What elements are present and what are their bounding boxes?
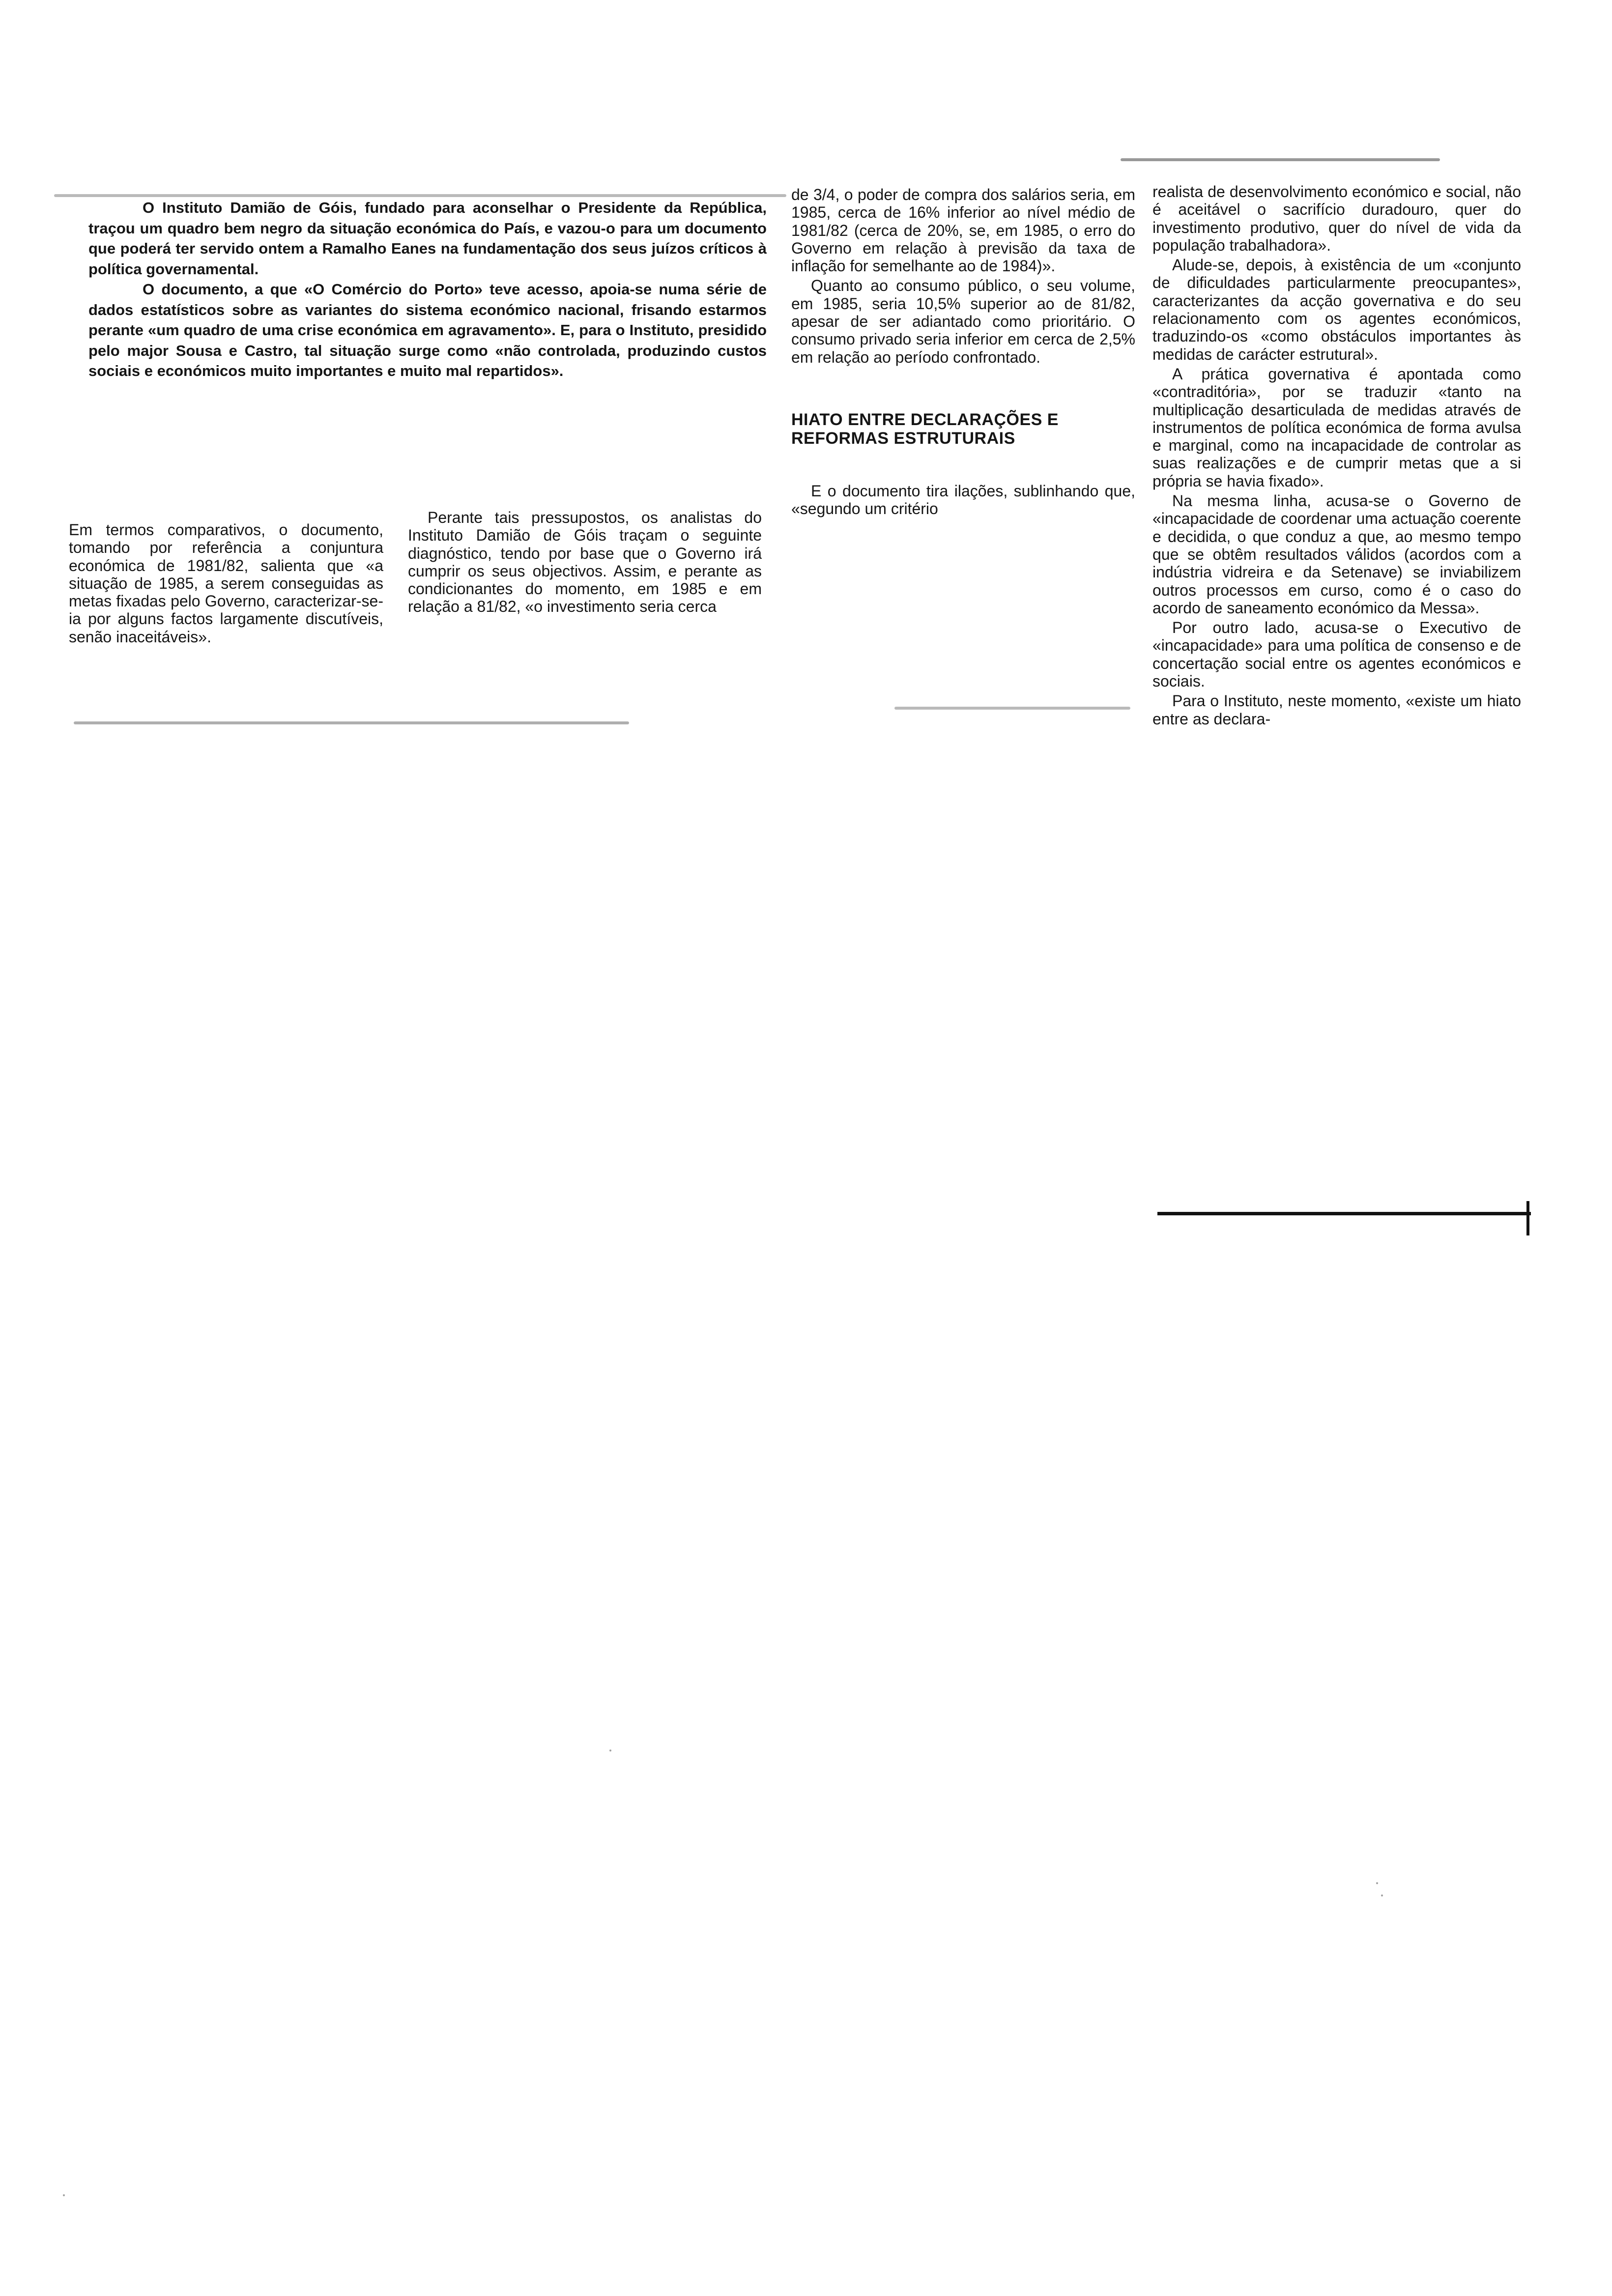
article-column-4 <box>1152 183 1521 728</box>
scan-edge-bottom-mid <box>894 707 1130 710</box>
article-column-2 <box>408 509 762 616</box>
column-4-paragraph-6: Para o Instituto, neste momento, «existe um hiato entre as declara- <box>1152 692 1521 728</box>
scan-speck <box>1376 1882 1378 1884</box>
column-3-paragraph-1: de 3/4, o poder de compra dos salários seria, em 1985, cerca de 16% inferior ao nível médio de 1981/82 (cerca de 20%, se, em 1985, o erro do Governo em relação à previsão da taxa de inflação for semelhante ao de 1984)». <box>791 186 1135 275</box>
bottom-rule <box>1157 1212 1531 1215</box>
scan-speck <box>63 2194 65 2196</box>
scan-speck <box>1381 1894 1383 1896</box>
column-1-paragraph-1: Em termos comparativos, o documento, tomando por referência a conjuntura económica de 1981/82, salienta que «a situação de 1985, a serem conseguidas as metas fixadas pelo Governo, caracterizar-se-ia por alguns factos largamente discutíveis, senão inaceitáveis». <box>69 521 383 646</box>
bottom-rule-tick <box>1526 1201 1529 1235</box>
scan-speck <box>609 1750 611 1751</box>
column-3-paragraph-3: E o documento tira ilações, sublinhando que, «segundo um critério <box>791 482 1135 518</box>
column-3-paragraph-2: Quanto ao consumo público, o seu volume, em 1985, seria 10,5% superior ao de 81/82, apesar de ser adiantado como prioritário. O consumo privado seria inferior em cerca de 2,5% em relação ao período confrontado. <box>791 277 1135 366</box>
article-column-3 <box>791 186 1135 518</box>
column-4-paragraph-3: A prática governativa é apontada como «contraditória», por se traduzir «tanto na multiplicação desarticulada de medidas através de instrumentos de política económica de forma avulsa e marginal, como na incapacidade de controlar as suas realizações e de cumprir metas que a si própria se havia fixado». <box>1152 365 1521 490</box>
column-4-paragraph-5: Por outro lado, acusa-se o Executivo de «incapacidade» para uma política de consenso e de concertação social entre os agentes económicos e sociais. <box>1152 619 1521 690</box>
column-4-paragraph-4: Na mesma linha, acusa-se o Governo de «incapacidade de coordenar uma actuação coerente e decidida, o que conduz a que, ao mesmo tempo que se obtêm resultados válidos (acordos com a indústria vidreira e da Setenave) se inviabilizem outros processos em curso, como é o caso do acordo de saneamento económico da Messa». <box>1152 492 1521 617</box>
article-column-1 <box>69 521 383 646</box>
column-4-paragraph-2: Alude-se, depois, à existência de um «conjunto de dificuldades particularmente preocupantes», caracterizantes da acção governativa e do seu relacionamento com os agentes económicos, traduzindo-os «como obstáculos importantes às medidas de carácter estrutural». <box>1152 256 1521 363</box>
column-4-paragraph-1: realista de desenvolvimento económico e social, não é aceitável o sacrifício duradouro, quer do investimento produtivo, quer do nível de vida da população trabalhadora». <box>1152 183 1521 254</box>
lead-paragraph-1: O Instituto Damião de Góis, fundado para aconselhar o Presidente da República, traçou um quadro bem negro da situação económica do País, e vazou-o para um documento que poderá ter servido ontem a Ramalho Eanes na fundamentação dos seus juízos críticos à política governamental. <box>88 199 767 278</box>
lead-paragraphs <box>88 198 767 381</box>
scan-edge-top-right <box>1121 158 1440 161</box>
lead-paragraph-2: O documento, a que «O Comércio do Porto» teve acesso, apoia-se numa série de dados estatísticos sobre as variantes do sistema económico nacional, frisando estarmos perante «um quadro de uma crise económica em agravamento». E, para o Instituto, presidido pelo major Sousa e Castro, tal situação surge como «não controlada, produzindo custos sociais e económicos muito importantes e muito mal repartidos». <box>88 281 767 379</box>
section-subheading: HIATO ENTRE DECLARAÇÕES E REFORMAS ESTRUTURAIS <box>791 410 1059 448</box>
scan-edge-top-left <box>54 194 786 197</box>
scan-edge-bottom-left <box>74 721 629 724</box>
column-2-paragraph-1: Perante tais pressupostos, os analistas do Instituto Damião de Góis traçam o seguinte diagnóstico, tendo por base que o Governo irá cumprir os seus objectivos. Assim, e perante as condicionantes do momento, em 1985 e em relação a 81/82, «o investimento seria cerca <box>408 509 762 616</box>
